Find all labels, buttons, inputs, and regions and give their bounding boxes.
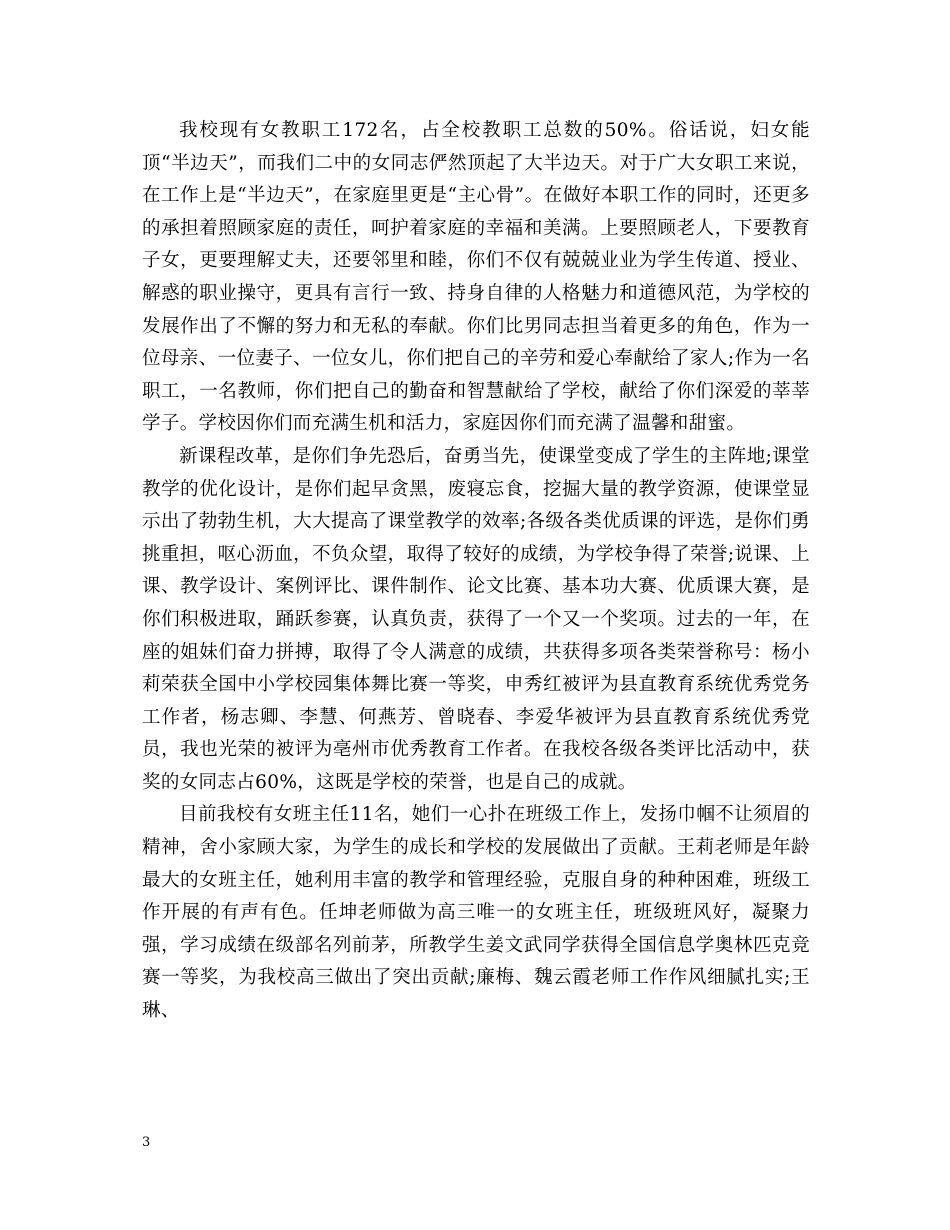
paragraph-curriculum-reform: 新课程改革，是你们争先恐后，奋勇当先，使课堂变成了学生的主阵地;课堂教学的优化设计，是你们起早贪黑，废寝忘食，挖掘大量的教学资源，使课堂显示出了勃勃生机，大大提高了课堂教学的效率;各级各类优质课的评选，是你们勇挑重担，呕心沥血，不负众望，取得了较好的成绩，为学校争得了荣誉;说课、上课、教学设计、案例评比、课件制作、论文比赛、基本功大赛、优质课大赛，是你们积极进取，踊跃参赛，认真负责，获得了一个又一个奖项。过去的一年，在座的姐妹们奋力拼搏，取得了令人满意的成绩，共获得多项各类荣誉称号：杨小莉荣获全国中小学校园集体舞比赛一等奖，申秀红被评为县直教育系统优秀党务工作者，杨志卿、李慧、何燕芳、曾晓春、李爱华被评为县直教育系统优秀党员，我也光荣的被评为亳州市优秀教育工作者。在我校各级各类评比活动中，获奖的女同志占60%，这既是学校的荣誉，也是自己的成就。: [142, 445, 810, 793]
document-body: [142, 115, 810, 1028]
page-number: 3: [142, 1135, 151, 1150]
paragraph-female-staff: 我校现有女教职工172名，占全校教职工总数的50%。俗话说，妇女能顶“半边天”，而我们二中的女同志俨然顶起了大半边天。对于广大女职工来说，在工作上是“半边天”，在家庭里更是“主心骨”。在做好本职工作的同时，还更多的承担着照顾家庭的责任，呵护着家庭的幸福和美满。上要照顾老人，下要教育子女，更要理解丈夫，还要邻里和睦，你们不仅有兢兢业业为学生传道、授业、解惑的职业操守，更具有言行一致、持身自律的人格魅力和道德风范，为学校的发展作出了不懈的努力和无私的奉献。你们比男同志担当着更多的角色，作为一位母亲、一位妻子、一位女儿，你们把自己的辛劳和爱心奉献给了家人;作为一名职工，一名教师，你们把自己的勤奋和智慧献给了学校，献给了你们深爱的莘莘学子。学校因你们而充满生机和活力，家庭因你们而充满了温馨和甜蜜。: [142, 120, 810, 435]
paragraph-female-head-teachers: 目前我校有女班主任11名，她们一心扑在班级工作上，发扬巾帼不让须眉的精神，舍小家顾大家，为学生的成长和学校的发展做出了贡献。王莉老师是年龄最大的女班主任，她利用丰富的教学和管理经验，克服自身的种种困难，班级工作开展的有声有色。任坤老师做为高三唯一的女班主任，班级班风好，凝聚力强，学习成绩在级部名列前茅，所教学生姜文武同学获得全国信息学奥林匹克竞赛一等奖，为我校高三做出了突出贡献;廉梅、魏云霞老师工作作风细腻扎实;王琳、: [142, 804, 810, 1022]
